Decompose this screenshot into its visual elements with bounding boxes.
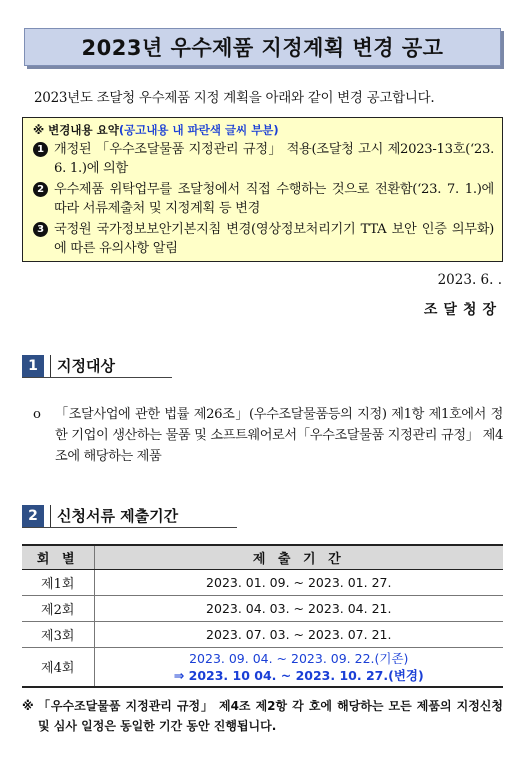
summary-item-text: 개정된 「우수조달물품 지정관리 규정」 적용(조달청 고시 제2023-13호(‘23. 6. 1.)에 의함 xyxy=(54,142,494,176)
section-number-badge: 1 xyxy=(22,355,44,377)
new-period: ⇒ 2023. 10 04. ~ 2023. 10. 27.(변경) xyxy=(173,667,424,683)
period-cell-changed xyxy=(94,647,503,687)
summary-heading-label: ※ 변경내용 요약 xyxy=(33,123,119,137)
period-cell: 2023. 07. 03. ~ 2023. 07. 21. xyxy=(94,621,503,647)
section-underline xyxy=(22,377,172,378)
table-row xyxy=(22,647,503,687)
summary-item xyxy=(33,180,494,218)
schedule-table xyxy=(22,544,503,688)
title-banner xyxy=(24,28,501,66)
table-row xyxy=(22,595,503,621)
target-text: 「조달사업에 관한 법률 제26조」(우수조달물품등의 지정) 제1항 제1호에서 정한 기업이 생산하는 물품 및 소프트웨어로서「우수조달물품 지정관리 규정」 제4조에 해당하는 제품 xyxy=(55,407,503,464)
period-cell: 2023. 01. 09. ~ 2023. 01. 27. xyxy=(94,569,503,595)
round-cell: 제2회 xyxy=(22,595,94,621)
issuer-name: 조달청장 xyxy=(423,302,502,318)
target-paragraph xyxy=(33,404,503,467)
round-cell: 제1회 xyxy=(22,569,94,595)
summary-item xyxy=(33,140,494,178)
section-underline xyxy=(22,527,237,528)
footnote xyxy=(22,696,503,736)
bullet-marker: o xyxy=(33,407,41,422)
summary-heading xyxy=(33,122,494,138)
section-title: 지정대상 xyxy=(50,355,115,377)
change-summary-box xyxy=(22,117,503,262)
table-row xyxy=(22,621,503,647)
summary-item-text: 국정원 국가정보보안기본지침 변경(영상정보처리기기 TTA 보안 인증 의무화)에 따른 유의사항 알림 xyxy=(54,222,494,256)
header-period: 제 출 기 간 xyxy=(94,545,503,569)
section-title: 신청서류 제출기간 xyxy=(50,505,178,527)
header-round: 회 별 xyxy=(22,545,94,569)
period-cell: 2023. 04. 03. ~ 2023. 04. 21. xyxy=(94,595,503,621)
number-badge-icon: 1 xyxy=(33,142,48,157)
summary-heading-note: (공고내용 내 파란색 글씨 부분) xyxy=(118,123,279,137)
number-badge-icon: 2 xyxy=(33,182,48,197)
intro-text: 2023년도 조달청 우수제품 지정 계획을 아래와 같이 변경 공고합니다. xyxy=(34,90,435,106)
summary-item xyxy=(33,220,494,258)
table-header-row xyxy=(22,545,503,569)
section-2-heading xyxy=(22,505,178,527)
footnote-mark: ※ xyxy=(22,699,34,713)
footnote-text: 「우수조달물품 지정관리 규정」 제4조 제2항 각 호에 해당하는 모든 제품의 지정신청 및 심사 일정은 동일한 기간 동안 진행됩니다. xyxy=(38,699,503,733)
notice-date: 2023. 6. . xyxy=(437,272,502,288)
round-cell: 제3회 xyxy=(22,621,94,647)
table-row xyxy=(22,569,503,595)
section-number-badge: 2 xyxy=(22,505,44,527)
old-period: 2023. 09. 04. ~ 2023. 09. 22.(기존) xyxy=(189,650,409,666)
round-cell: 제4회 xyxy=(22,647,94,687)
number-badge-icon: 3 xyxy=(33,222,48,237)
summary-item-text: 우수제품 위탁업무를 조달청에서 직접 수행하는 것으로 전환함(‘23. 7. 1.)에 따라 서류제출처 및 지정계획 등 변경 xyxy=(54,182,494,216)
page-title: 2023년 우수제품 지정계획 변경 공고 xyxy=(81,36,444,60)
section-1-heading xyxy=(22,355,115,377)
